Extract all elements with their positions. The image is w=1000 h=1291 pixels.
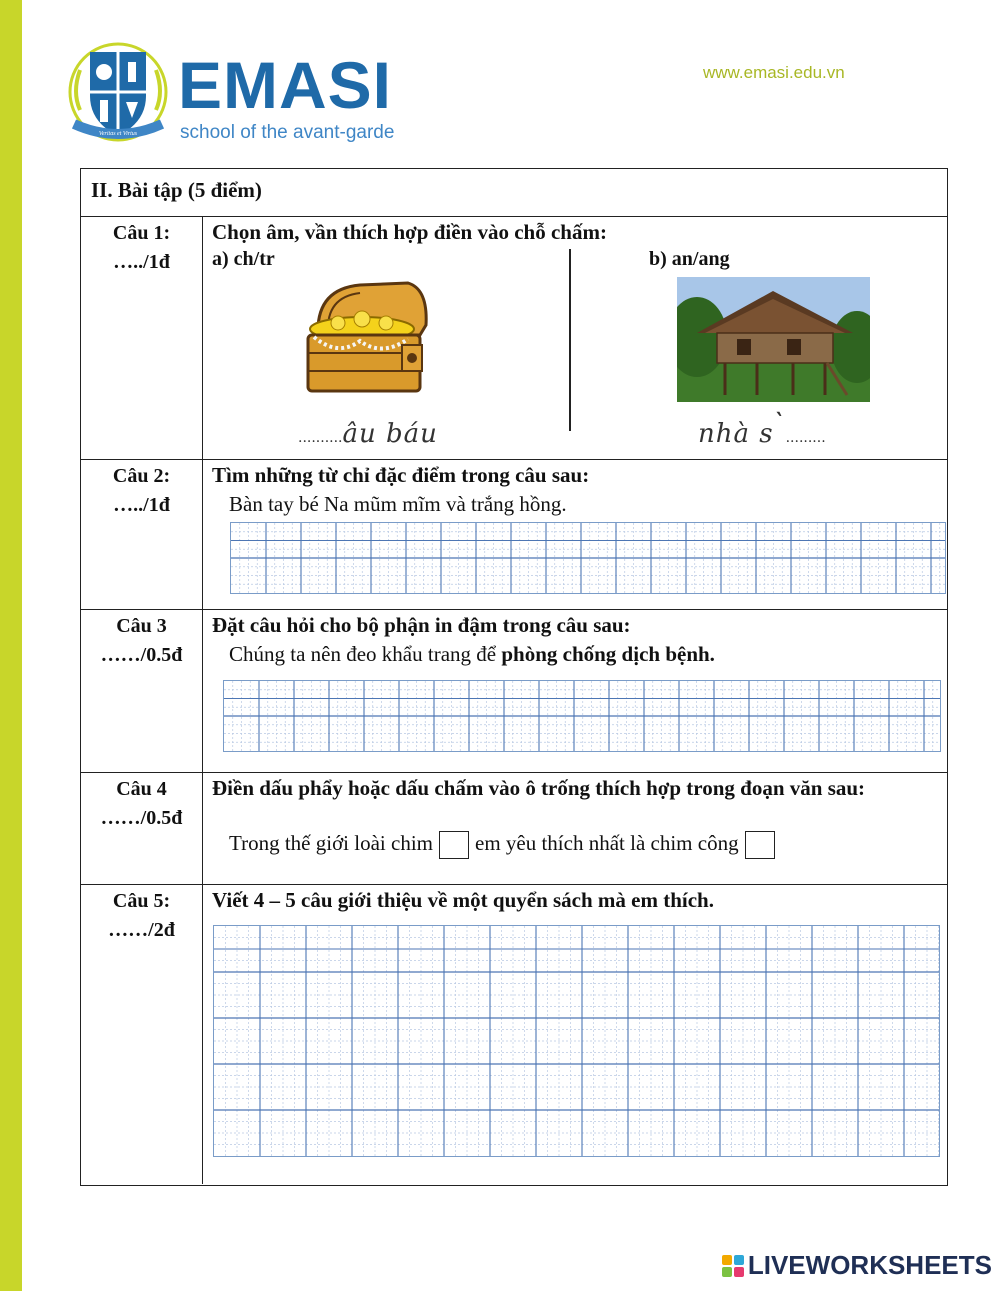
question-sentence xyxy=(229,642,715,667)
question-row-5 xyxy=(81,884,947,1184)
question-title: Chọn âm, vần thích hợp điền vào chỗ chấm: xyxy=(212,220,607,244)
question-score[interactable]: ……/0.5đ xyxy=(100,807,183,829)
question-content-cell xyxy=(203,610,947,772)
crest-motto: Veritas et Virtus xyxy=(98,131,138,137)
punctuation-box-2[interactable] xyxy=(745,831,775,859)
question-row-3 xyxy=(81,609,947,772)
question-label-cell xyxy=(81,460,203,609)
part-a-answer[interactable] xyxy=(298,419,438,449)
website-url[interactable]: www.emasi.edu.vn xyxy=(703,63,845,82)
part-a-answer-text: âu báu xyxy=(342,419,438,449)
liveworksheets-brand xyxy=(722,1250,992,1281)
stilt-house-image xyxy=(677,277,870,402)
question-label: Câu 5: xyxy=(112,890,171,912)
sentence-part-2: em yêu thích nhất là chim công xyxy=(475,831,739,855)
part-a-label: a) ch/tr xyxy=(212,248,275,270)
question-label-cell xyxy=(81,885,203,1184)
part-b-answer-prefix: nhà s xyxy=(698,419,774,449)
question-row-2 xyxy=(81,459,947,609)
question-content-cell xyxy=(203,885,947,1184)
question-content-cell xyxy=(203,460,947,609)
liveworksheets-text: LIVEWORKSHEETS xyxy=(747,1250,992,1280)
question-label: Câu 1: xyxy=(112,222,171,244)
treasure-chest-image xyxy=(298,275,434,401)
sentence-part-1: Trong thế giới loài chim xyxy=(229,831,433,855)
question-row-1 xyxy=(81,216,947,459)
question-content-cell xyxy=(203,773,947,884)
question-label-cell xyxy=(81,773,203,884)
question-label: Câu 2: xyxy=(112,465,171,487)
question-sentence xyxy=(229,831,781,859)
part-b-answer-dots: ......... xyxy=(785,430,826,446)
question-label: Câu 4 xyxy=(116,778,167,800)
school-logo xyxy=(66,40,446,150)
liveworksheets-logo-icon xyxy=(722,1255,744,1277)
writing-grid[interactable] xyxy=(230,522,946,594)
worksheet-table xyxy=(80,168,948,1186)
question-score[interactable]: ……/2đ xyxy=(108,919,175,941)
question-label: Câu 3 xyxy=(116,615,167,637)
part-divider xyxy=(569,249,571,431)
part-a-answer-dots: .......... xyxy=(298,430,343,446)
section-title: II. Bài tập (5 điểm) xyxy=(91,178,262,202)
writing-grid[interactable] xyxy=(213,925,940,1157)
question-score[interactable]: …../1đ xyxy=(113,251,170,273)
question-title: Đặt câu hỏi cho bộ phận in đậm trong câu sau: xyxy=(212,613,631,637)
question-title: Tìm những từ chỉ đặc điểm trong câu sau: xyxy=(212,463,590,487)
question-label-cell xyxy=(81,610,203,772)
question-title: Viết 4 – 5 câu giới thiệu về một quyển sách mà em thích. xyxy=(212,888,714,912)
part-b-label: b) an/ang xyxy=(649,248,730,270)
part-b-answer[interactable] xyxy=(698,410,826,449)
question-label-cell xyxy=(81,217,203,459)
question-score[interactable]: …../1đ xyxy=(113,494,170,516)
sentence-plain-part: Chúng ta nên đeo khẩu trang để xyxy=(229,642,502,666)
brand-tagline: school of the avant-garde xyxy=(180,122,395,143)
sentence-bold-part: phòng chống dịch bệnh. xyxy=(501,642,715,666)
section-header-row xyxy=(81,169,947,216)
writing-grid[interactable] xyxy=(223,680,941,752)
part-b-tone-mark: ` xyxy=(773,410,786,436)
punctuation-box-1[interactable] xyxy=(439,831,469,859)
question-title: Điền dấu phẩy hoặc dấu chấm vào ô trống thích hợp trong đoạn văn sau: xyxy=(212,776,866,800)
brand-name: EMASI xyxy=(178,48,393,122)
question-sentence: Bàn tay bé Na mũm mĩm và trắng hồng. xyxy=(229,492,567,516)
question-score[interactable]: ……/0.5đ xyxy=(100,644,183,666)
left-accent-stripe xyxy=(0,0,22,1291)
question-row-4 xyxy=(81,772,947,884)
school-crest-icon xyxy=(66,40,170,144)
question-content-cell xyxy=(203,217,947,459)
